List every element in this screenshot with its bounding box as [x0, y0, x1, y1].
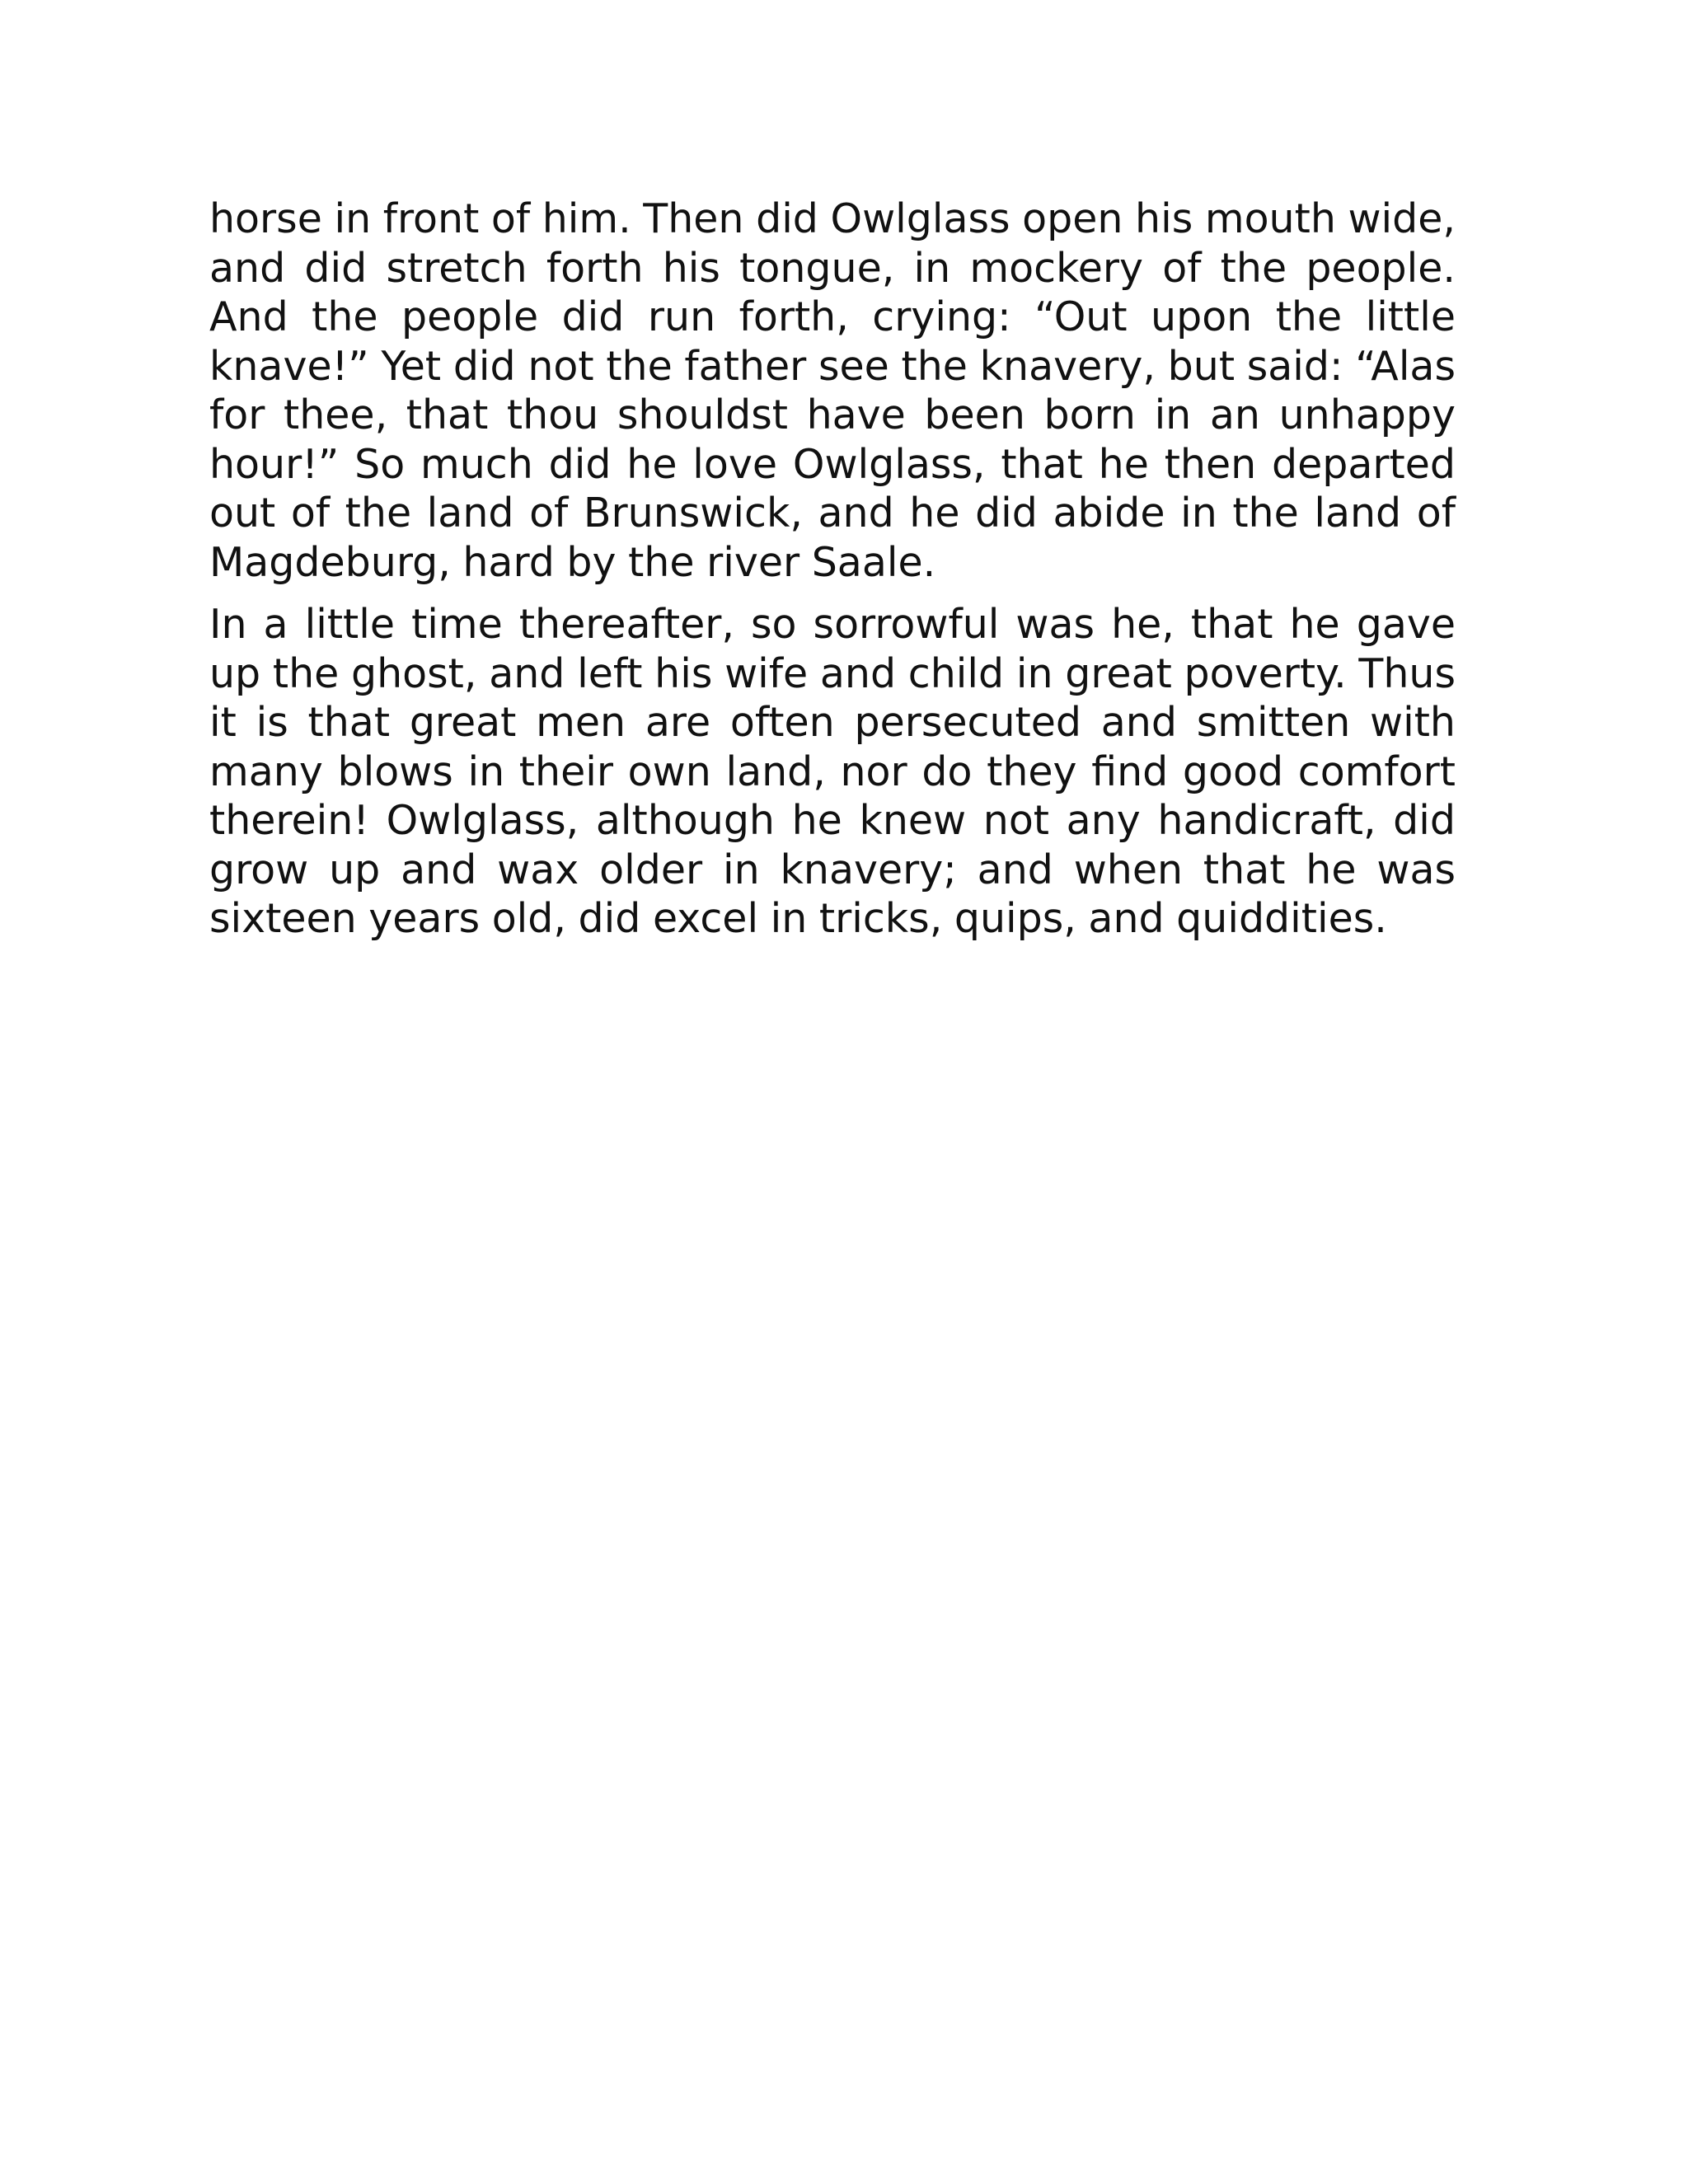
paragraph-2: In a little time thereafter, so sorrowful was he, that he gave up the ghost, and left his wife and child in great poverty. Thus it is that great men are often persecuted and smitten with many blows in their own land, nor do they find good comfort therein! Owlglass, although he knew not any handicraft, did grow up and wax older in knavery; and when that he was sixteen years old, did excel in tricks, quips, and quiddities.	[209, 601, 1456, 942]
body-text	[209, 194, 1456, 957]
paragraph-1: horse in front of him. Then did Owlglass open his mouth wide, and did stretch forth his tongue, in mockery of the people. And the people did run forth, crying: “Out upon the little knave!” Yet did not the father see the knavery, but said: “Alas for thee, that thou shouldst have been born in an unhappy hour!” So much did he love Owlglass, that he then departed out of the land of Brunswick, and he did abide in the land of Magdeburg, hard by the river Saale.	[209, 195, 1456, 586]
